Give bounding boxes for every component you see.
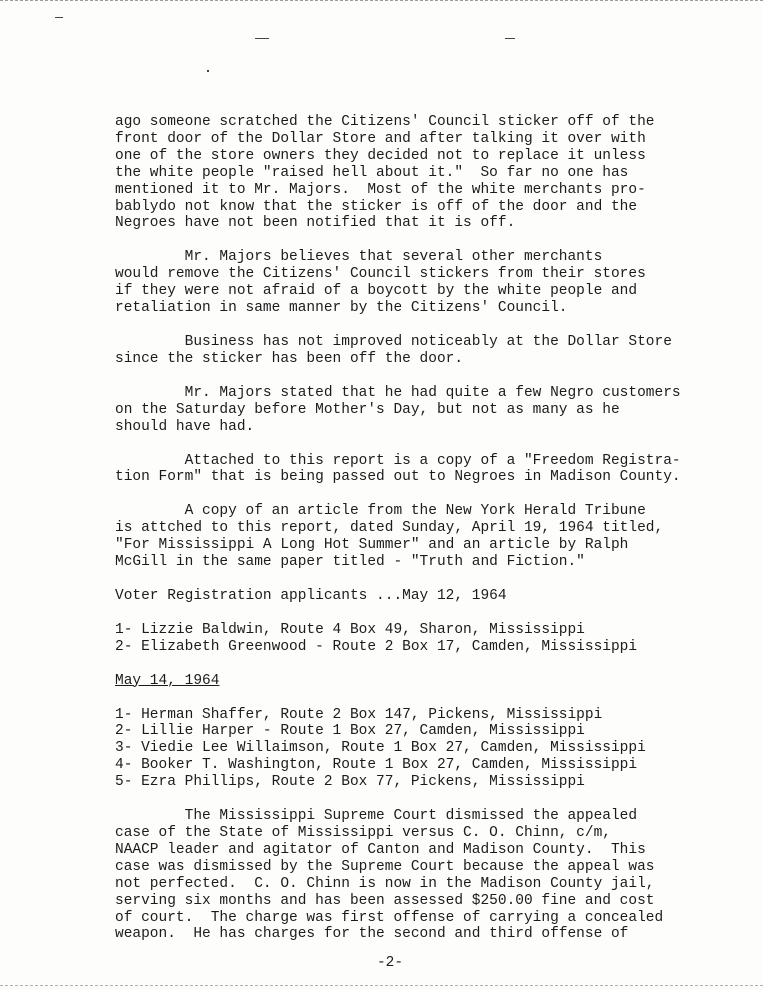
list-item: 2- Lillie Harper - Route 1 Box 27, Camden, Mississippi — [115, 723, 585, 740]
text-line: Attached to this report is a copy of a "Freedom Registra- — [115, 452, 681, 469]
text-line: bablydo not know that the sticker is off of the door and the — [115, 198, 638, 215]
scan-speck — [505, 38, 515, 39]
text-line: mentioned it to Mr. Majors. Most of the white merchants pro- — [115, 181, 646, 198]
text-line: would remove the Citizens' Council stickers from their stores — [115, 266, 646, 283]
text-line: Negroes have not been notified that it is off. — [115, 215, 516, 232]
list-item: 2- Elizabeth Greenwood - Route 2 Box 17, Camden, Mississippi — [115, 638, 638, 655]
text-line: if they were not afraid of a boycott by the white people and — [115, 283, 638, 300]
voter-registration-heading: Voter Registration applicants ...May 12, 1964 — [115, 587, 507, 604]
text-line: The Mississippi Supreme Court dismissed the appealed — [115, 808, 638, 825]
scan-speck — [255, 38, 269, 39]
text-line: ago someone scratched the Citizens' Council sticker off of the — [115, 114, 655, 130]
paragraph-3 — [115, 334, 715, 368]
text-line: "For Mississippi A Long Hot Summer" and an article by Ralph — [115, 537, 629, 554]
list-item: 3- Viedie Lee Willaimson, Route 1 Box 27, Camden, Mississippi — [115, 740, 646, 757]
text-line: tion Form" that is being passed out to Negroes in Madison County. — [115, 469, 681, 486]
list-item: 5- Ezra Phillips, Route 2 Box 77, Pickens, Mississippi — [115, 774, 585, 791]
text-line: the white people "raised hell about it." So far no one has — [115, 164, 629, 181]
bottom-edge-rule — [0, 985, 763, 986]
text-line: front door of the Dollar Store and after talking it over with — [115, 130, 646, 147]
text-line: weapon. He has charges for the second and third offense of — [115, 926, 629, 943]
may12-applicant-list — [115, 622, 715, 656]
document-body — [115, 114, 715, 943]
text-line: case of the State of Mississippi versus C. O. Chinn, c/m, — [115, 825, 611, 841]
paragraph-2 — [115, 249, 715, 317]
text-line: NAACP leader and agitator of Canton and Madison County. This — [115, 841, 646, 858]
paragraph-5 — [115, 453, 715, 487]
list-item: 4- Booker T. Washington, Route 1 Box 27, Camden, Mississippi — [115, 757, 638, 774]
text-line: Mr. Majors believes that several other merchants — [115, 249, 603, 266]
paragraph-4 — [115, 385, 715, 436]
list-item: 1- Lizzie Baldwin, Route 4 Box 49, Sharon, Mississippi — [115, 621, 585, 638]
text-line: is attched to this report, dated Sunday, April 19, 1964 titled, — [115, 520, 664, 537]
paragraph-7 — [115, 808, 715, 943]
top-edge-rule — [0, 0, 763, 1]
may14-applicant-list — [115, 707, 715, 792]
text-line: one of the store owners they decided not to replace it unless — [115, 147, 646, 164]
text-line: on the Saturday before Mother's Day, but not as many as he — [115, 401, 620, 418]
text-line: Mr. Majors stated that he had quite a few Negro customers — [115, 384, 681, 401]
text-line: not perfected. C. O. Chinn is now in the Madison County jail, — [115, 875, 655, 892]
paragraph-1 — [115, 114, 715, 232]
text-line: of court. The charge was first offense of carrying a concealed — [115, 909, 664, 926]
text-line: retaliation in same manner by the Citizens' Council. — [115, 300, 568, 317]
text-line: McGill in the same paper titled - "Truth and Fiction." — [115, 554, 585, 571]
text-line: should have had. — [115, 418, 255, 435]
page-number: -2- — [376, 955, 404, 971]
may14-date-heading: May 14, 1964 — [115, 672, 220, 689]
text-line: serving six months and has been assessed $250.00 fine and cost — [115, 892, 655, 909]
list-item: 1- Herman Shaffer, Route 2 Box 147, Pickens, Mississippi — [115, 706, 603, 723]
text-line: case was dismissed by the Supreme Court because the appeal was — [115, 858, 655, 875]
scan-speck — [207, 70, 209, 72]
text-line: A copy of an article from the New York Herald Tribune — [115, 503, 646, 520]
text-line: Business has not improved noticeably at the Dollar Store — [115, 333, 672, 350]
paragraph-6 — [115, 503, 715, 571]
text-line: since the sticker has been off the door. — [115, 350, 464, 367]
scan-speck — [55, 17, 63, 18]
